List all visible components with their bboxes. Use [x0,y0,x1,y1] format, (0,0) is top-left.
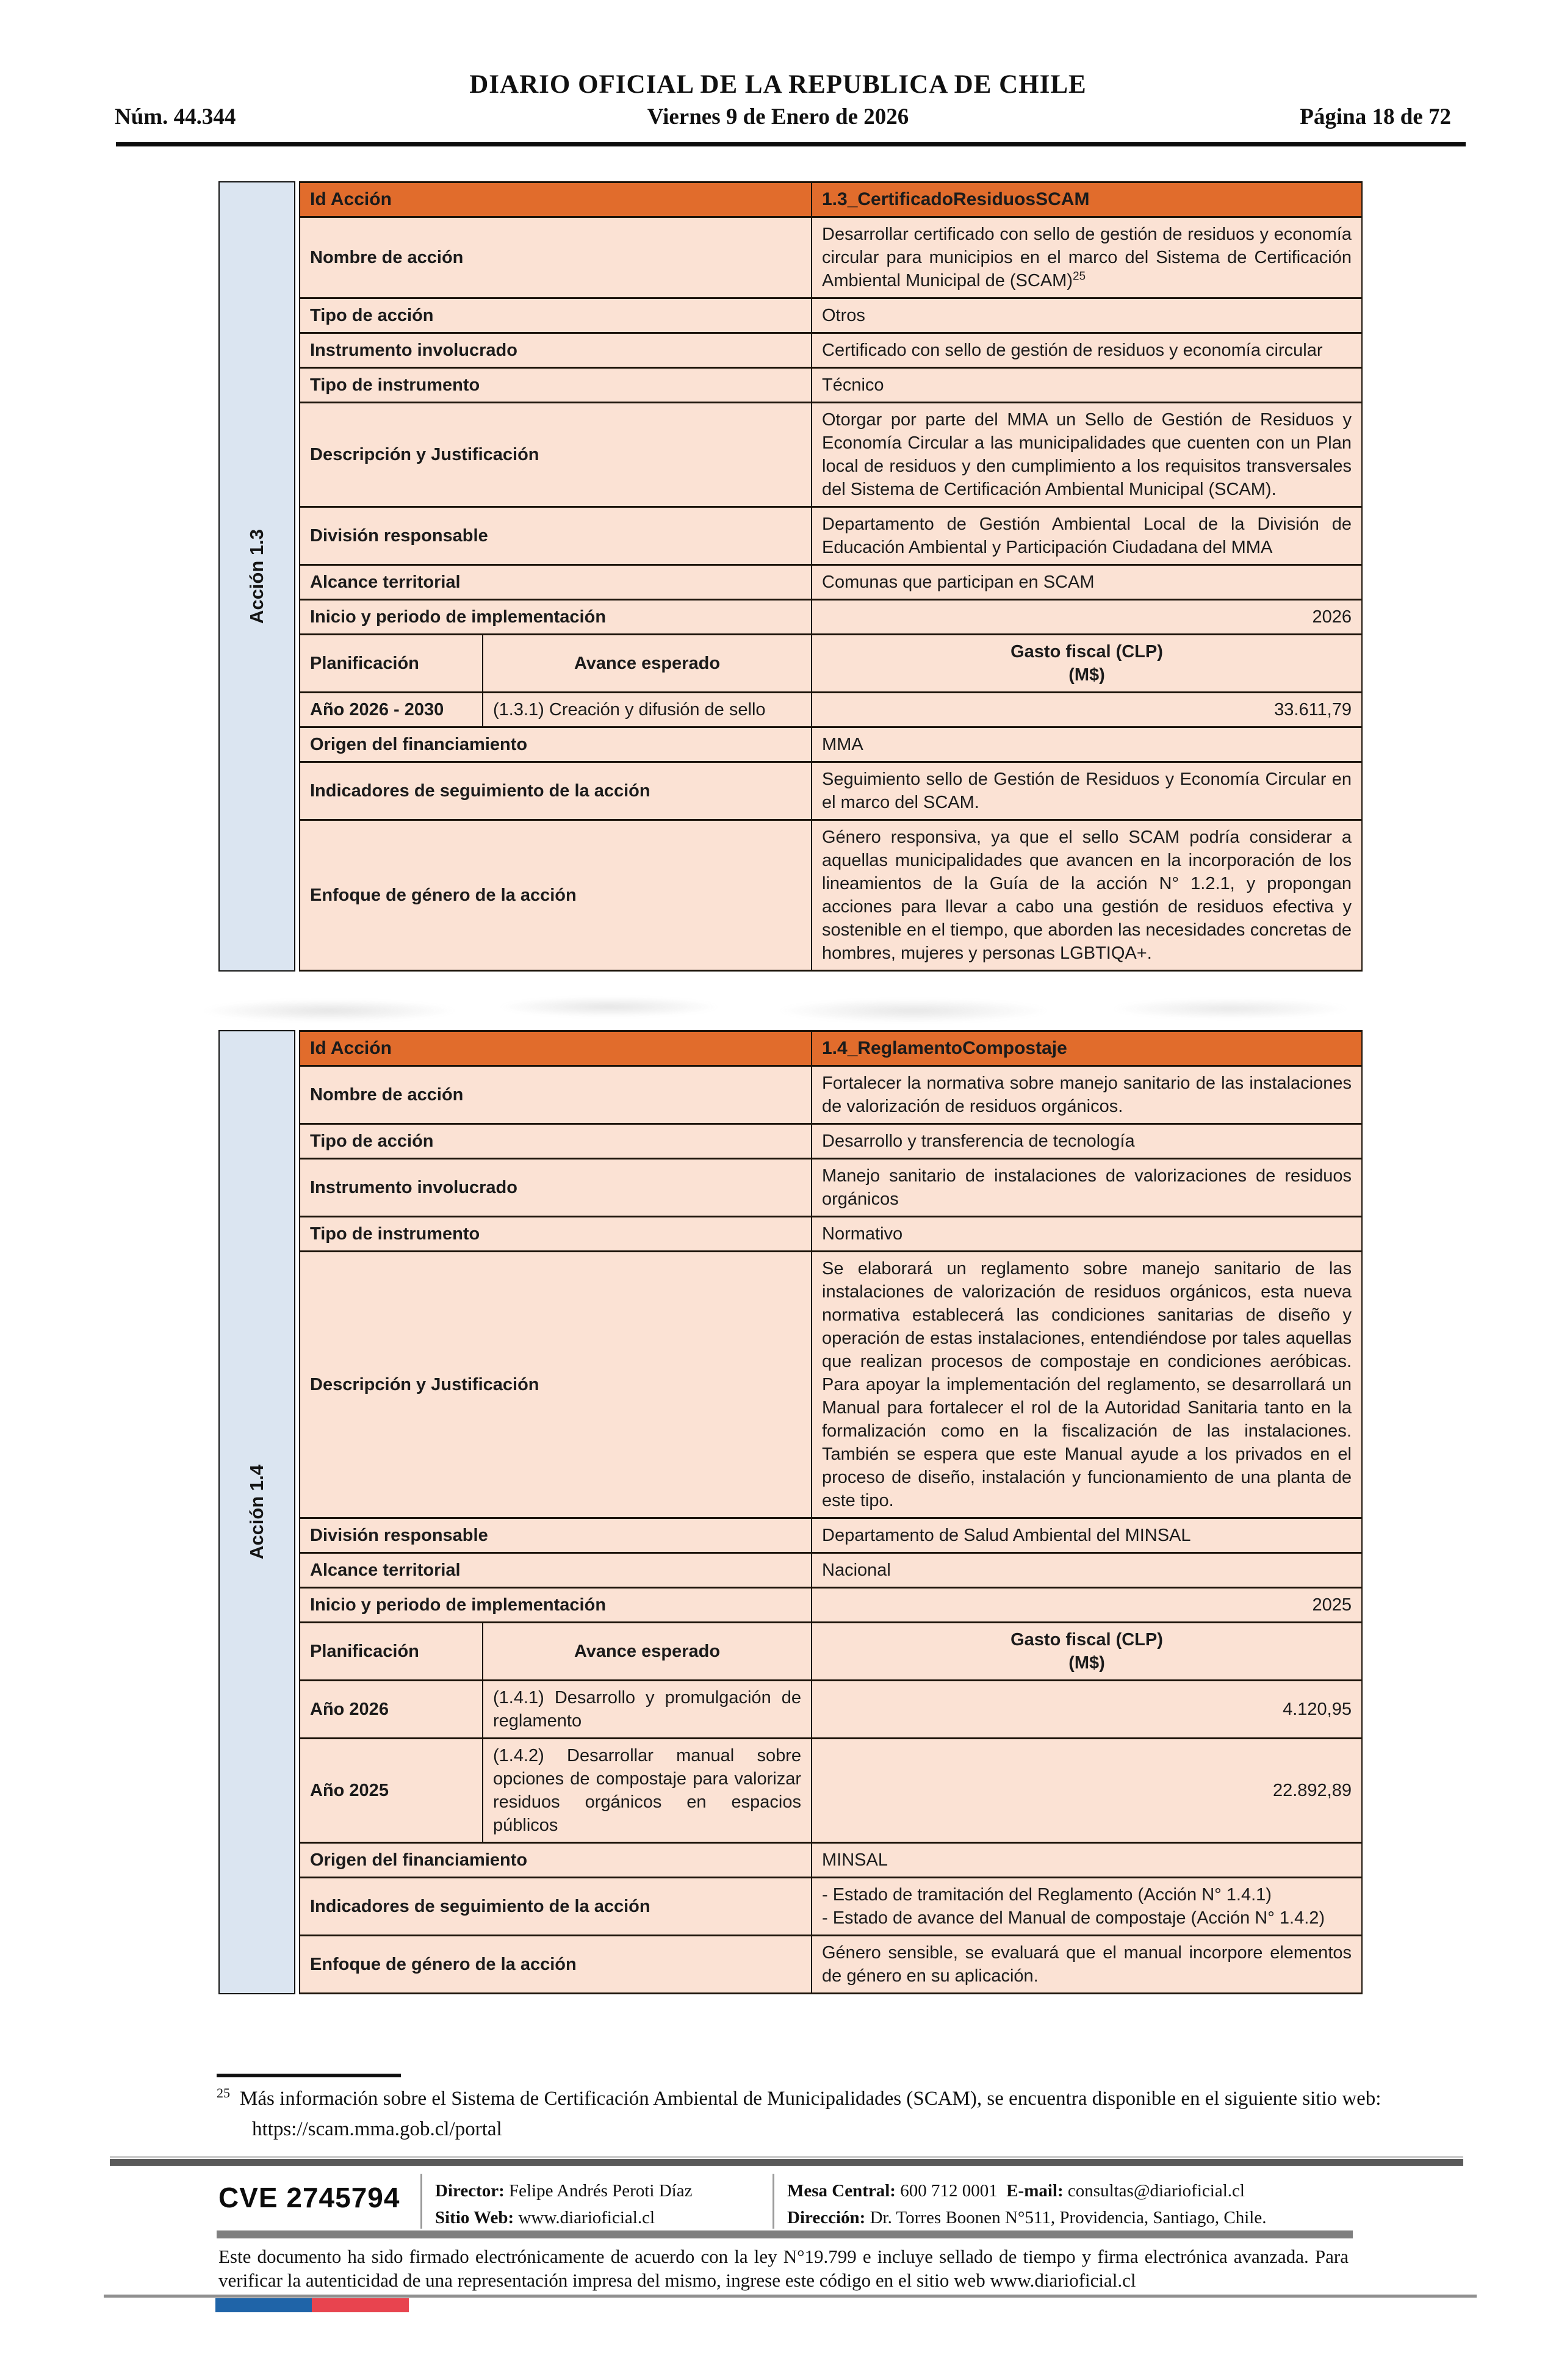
action-detail-table [299,1030,1363,1994]
table-row [300,1252,1362,1518]
row-value-cell: Fortalecer la normativa sobre manejo sanitario de las instalaciones de valorización de residuos orgánicos. [812,1066,1362,1124]
id-accion-label: Id Acción [300,182,812,217]
row-value-cell: Se elaborará un reglamento sobre manejo sanitario de las instalaciones de valorización de residuos orgánicos, esta nueva normativa establecerá las condiciones sanitarias de diseño y operación de estas instalaciones, entendiéndose por tales aquellas que realizan procesos de compostaje en condiciones aeróbicas. Para apoyar la implementación del reglamento, se desarrollará un Manual para fortalecer el rol de la Autoridad Sanitaria tanto en la formalización como en la fiscalización de las instalaciones. También se espera que este Manual ayude a los privados en el proceso de diseño, instalación y funcionamiento de una planta de este tipo. [812,1252,1362,1518]
row-label-cell: Inicio y periodo de implementación [300,1588,812,1623]
row-label-cell: Tipo de instrumento [300,1217,812,1252]
row-label-cell: División responsable [300,507,812,565]
gov-flag-blue-bar [215,2298,312,2312]
row-label-cell: Nombre de acción [300,1066,812,1124]
row-label-cell: Tipo de instrumento [300,368,812,403]
footer-sitioweb-line: Sitio Web: www.diarioficial.cl [435,2208,655,2227]
id-accion-value: 1.3_CertificadoResiduosSCAM [812,182,1362,217]
footnote-separator [217,2074,401,2077]
row-value-cell: Certificado con sello de gestión de residuos y economía circular [812,333,1362,368]
row-label-cell: Instrumento involucrado [300,1159,812,1217]
header-rule [116,142,1466,146]
footnote [217,2083,1407,2144]
gasto-fiscal-header-cell: Gasto fiscal (CLP) (M$) [812,1623,1362,1681]
row-value-cell: Género responsiva, ya que el sello SCAM podría considerar a aquellas municipalidades que avancen en la incorporación de los lineamientos de la Guía de la acción N° 1.2.1, y propongan acciones para llevar a cabo una gestión de residuos efectiva y sostenible en el tiempo, que aborden las necesidades concretas de hombres, mujeres y personas LGBTIQA+. [812,820,1362,971]
plan-year-cell: Año 2025 [300,1739,483,1843]
row-value-cell: Departamento de Gestión Ambiental Local de la División de Educación Ambiental y Participación Ciudadana del MMA [812,507,1362,565]
action-detail-table [299,181,1363,972]
page-indicator: Página 18 de 72 [1300,104,1451,129]
footer-divider-2 [773,2174,774,2229]
footnote-text: Más información sobre el Sistema de Certificación Ambiental de Municipalidades (SCAM), se encuentra disponible en el siguiente sitio web: https://scam.mma.gob.cl/portal [240,2088,1381,2140]
row-value-cell: Comunas que participan en SCAM [812,565,1362,600]
table-row [300,1936,1362,1994]
table-row [300,1553,1362,1588]
row-value-cell: Otros [812,298,1362,333]
plan-avance-cell: (1.4.2) Desarrollar manual sobre opciones de compostaje para valorizar residuos orgánicos en espacios públicos [483,1739,812,1843]
plan-amount-cell: 22.892,89 [812,1739,1362,1843]
table-row [300,1159,1362,1217]
page-title: DIARIO OFICIAL DE LA REPUBLICA DE CHILE [469,70,1087,99]
footer-director-line: Director: Felipe Andrés Peroti Díaz [435,2181,693,2201]
row-value-cell: Desarrollar certificado con sello de gestión de residuos y economía circular para municipios en el marco del Sistema de Certificación Ambiental Municipal de (SCAM)$^{25}$ [812,217,1362,298]
footer-divider-1 [420,2174,422,2229]
row-value-cell: Departamento de Salud Ambiental del MINSAL [812,1518,1362,1553]
table-row [300,1518,1362,1553]
signature-disclaimer: Este documento ha sido firmado electrónicamente de acuerdo con la ley N°19.799 e incluye sellado de tiempo y firma electrónica avanzada. Para verificar la autenticidad de una representación impresa del mismo, ingrese este código en el sitio web www.diarioficial.cl [218,2246,1349,2291]
footer-direccion-line: Dirección: Dr. Torres Boonen N°511, Providencia, Santiago, Chile. [787,2208,1267,2227]
gasto-fiscal-header-cell: Gasto fiscal (CLP) (M$) [812,635,1362,693]
row-label-cell: Origen del financiamiento [300,1843,812,1878]
table-row [300,1124,1362,1159]
footer-rule-light [110,2156,1463,2158]
action-band-label: Acción 1.3 [246,528,267,624]
table-row [300,1217,1362,1252]
table-row [300,298,1362,333]
table-row [300,333,1362,368]
row-value-cell: Otorgar por parte del MMA un Sello de Gestión de Residuos y Economía Circular a las municipalidades que cuenten con un Plan local de residuos y den cumplimiento a los requisitos transversales del Sistema de Certificación Ambiental Municipal (SCAM). [812,403,1362,507]
row-value-cell: Manejo sanitario de instalaciones de valorizaciones de residuos orgánicos [812,1159,1362,1217]
table-row [300,1588,1362,1623]
row-label-cell: Origen del financiamiento [300,727,812,762]
table-row [300,1843,1362,1878]
footer-director-block [435,2177,692,2231]
row-label-cell: Enfoque de género de la acción [300,1936,812,1994]
footer-midbar [217,2230,1353,2238]
row-label-cell: Inicio y periodo de implementación [300,600,812,635]
table-row [300,1739,1362,1843]
plan-avance-cell: (1.4.1) Desarrollo y promulgación de reglamento [483,1681,812,1739]
gov-flag-red-bar [312,2298,409,2312]
row-value-cell: Desarrollo y transferencia de tecnología [812,1124,1362,1159]
table-row [300,820,1362,971]
footer-bottom-rule [104,2295,1477,2298]
table-row [300,565,1362,600]
avance-header-cell: Avance esperado [483,635,812,693]
row-value-cell: Seguimiento sello de Gestión de Residuos y Economía Circular en el marco del SCAM. [812,762,1362,820]
plan-amount-cell: 4.120,95 [812,1681,1362,1739]
table-row [300,635,1362,693]
table-id-row [300,182,1362,217]
footer-mesa-line: Mesa Central: 600 712 0001 E-mail: consultas@diarioficial.cl [787,2181,1245,2201]
action-band [218,181,295,972]
footer-contact-block [787,2177,1266,2231]
id-accion-value: 1.4_ReglamentoCompostaje [812,1031,1362,1066]
row-value-cell: Técnico [812,368,1362,403]
plan-year-cell: Año 2026 [300,1681,483,1739]
row-value-cell: MINSAL [812,1843,1362,1878]
id-accion-label: Id Acción [300,1031,812,1066]
table-row [300,727,1362,762]
watermark-strip [183,990,1400,1028]
table-row [300,1623,1362,1681]
row-label-cell: Tipo de acción [300,298,812,333]
footnote-marker: 25 [217,2085,230,2101]
table-row [300,600,1362,635]
row-value-cell: - Estado de tramitación del Reglamento (Acción N° 1.4.1) - Estado de avance del Manual de compostaje (Acción N° 1.4.2) [812,1878,1362,1936]
table-row [300,217,1362,298]
row-label-cell: Alcance territorial [300,565,812,600]
row-label-cell: Descripción y Justificación [300,403,812,507]
table-row [300,507,1362,565]
table-row [300,693,1362,727]
avance-header-cell: Avance esperado [483,1623,812,1681]
row-label-cell: División responsable [300,1518,812,1553]
row-value-cell: Nacional [812,1553,1362,1588]
row-label-cell: Tipo de acción [300,1124,812,1159]
plan-amount-cell: 33.611,79 [812,693,1362,727]
issue-date: Viernes 9 de Enero de 2026 [647,104,909,129]
footer-rule-dark [110,2159,1463,2166]
action-table-1-3 [218,181,1363,972]
action-band-label: Acción 1.4 [246,1465,267,1560]
issue-number: Núm. 44.344 [115,104,236,129]
table-row [300,403,1362,507]
cve-code: CVE 2745794 [218,2182,400,2213]
planificacion-header-cell: Planificación [300,635,483,693]
row-label-cell: Instrumento involucrado [300,333,812,368]
table-row [300,1878,1362,1936]
table-id-row [300,1031,1362,1066]
row-label-cell: Nombre de acción [300,217,812,298]
plan-avance-cell: (1.3.1) Creación y difusión de sello [483,693,812,727]
table-row [300,1066,1362,1124]
plan-year-cell: Año 2026 - 2030 [300,693,483,727]
row-value-cell: Género sensible, se evaluará que el manual incorpore elementos de género en su aplicación. [812,1936,1362,1994]
planificacion-header-cell: Planificación [300,1623,483,1681]
table-row [300,1681,1362,1739]
row-label-cell: Descripción y Justificación [300,1252,812,1518]
action-table-1-4 [218,1030,1363,1994]
row-label-cell: Enfoque de género de la acción [300,820,812,971]
table-row [300,368,1362,403]
table-row [300,762,1362,820]
row-value-cell: 2026 [812,600,1362,635]
row-value-cell: MMA [812,727,1362,762]
row-value-cell: Normativo [812,1217,1362,1252]
row-label-cell: Indicadores de seguimiento de la acción [300,1878,812,1936]
action-band [218,1030,295,1994]
row-label-cell: Indicadores de seguimiento de la acción [300,762,812,820]
row-value-cell: 2025 [812,1588,1362,1623]
row-label-cell: Alcance territorial [300,1553,812,1588]
